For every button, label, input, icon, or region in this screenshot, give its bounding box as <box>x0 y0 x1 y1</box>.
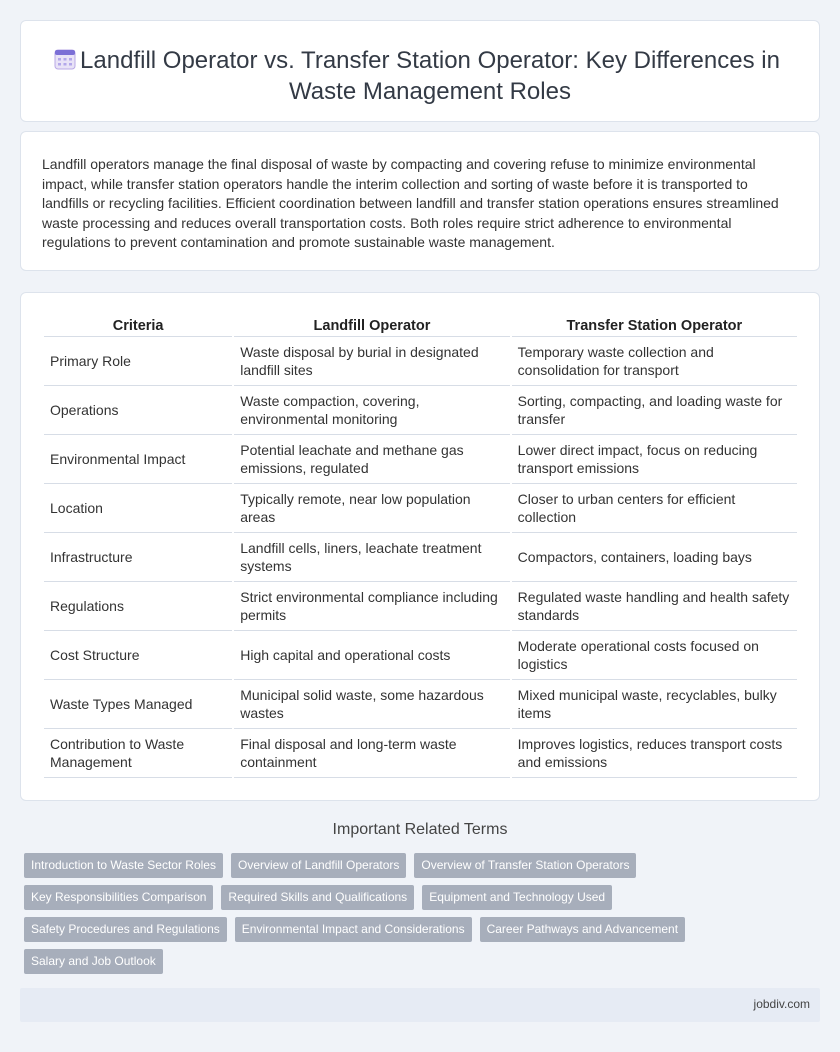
table-row <box>44 435 797 484</box>
row-landfill: Waste disposal by burial in designated landfill sites <box>234 337 509 386</box>
table-row <box>44 533 797 582</box>
row-transfer: Regulated waste handling and health safety standards <box>512 582 797 631</box>
related-terms-list <box>24 853 724 974</box>
row-criteria: Cost Structure <box>44 631 232 680</box>
table-row <box>44 386 797 435</box>
row-transfer: Lower direct impact, focus on reducing transport emissions <box>512 435 797 484</box>
table-row <box>44 680 797 729</box>
row-transfer: Temporary waste collection and consolidation for transport <box>512 337 797 386</box>
row-criteria: Waste Types Managed <box>44 680 232 729</box>
table-row <box>44 484 797 533</box>
row-criteria: Environmental Impact <box>44 435 232 484</box>
row-criteria: Operations <box>44 386 232 435</box>
table-header-row <box>44 315 797 337</box>
row-landfill: Landfill cells, liners, leachate treatment systems <box>234 533 509 582</box>
intro-paragraph: Landfill operators manage the final disposal of waste by compacting and covering refuse to minimize environmental impact, while transfer station operators handle the interim collection and sorting of waste before it is transported to landfills or recycling facilities. Efficient coordination between landfill and transfer station operations ensures streamlined waste processing and reduces overall transportation costs. Both roles require strict adherence to environmental regulations to prevent contamination and promote sustainable waste management. <box>42 156 779 251</box>
related-term-tag[interactable]: Equipment and Technology Used <box>422 885 612 910</box>
row-landfill: High capital and operational costs <box>234 631 509 680</box>
row-transfer: Mixed municipal waste, recyclables, bulky items <box>512 680 797 729</box>
row-criteria: Infrastructure <box>44 533 232 582</box>
related-terms-title: Important Related Terms <box>332 821 508 838</box>
related-term-tag[interactable]: Environmental Impact and Considerations <box>235 917 472 942</box>
row-landfill: Strict environmental compliance including permits <box>234 582 509 631</box>
page-title: Landfill Operator vs. Transfer Station Operator: Key Differences in Waste Management Roles <box>80 47 780 105</box>
row-landfill: Waste compaction, covering, environmental monitoring <box>234 386 509 435</box>
row-landfill: Municipal solid waste, some hazardous wastes <box>234 680 509 729</box>
intro-card <box>20 131 820 271</box>
row-landfill: Potential leachate and methane gas emissions, regulated <box>234 435 509 484</box>
footer-site-link[interactable]: jobdiv.com <box>753 997 810 1011</box>
row-landfill: Typically remote, near low population areas <box>234 484 509 533</box>
header-card <box>20 20 820 122</box>
row-criteria: Primary Role <box>44 337 232 386</box>
footer <box>20 988 820 1022</box>
row-transfer: Sorting, compacting, and loading waste for transfer <box>512 386 797 435</box>
header-landfill-operator: Landfill Operator <box>234 315 509 337</box>
related-term-tag[interactable]: Safety Procedures and Regulations <box>24 917 227 942</box>
row-landfill: Final disposal and long-term waste containment <box>234 729 509 778</box>
row-transfer: Moderate operational costs focused on logistics <box>512 631 797 680</box>
table-row <box>44 582 797 631</box>
related-term-tag[interactable]: Overview of Landfill Operators <box>231 853 406 878</box>
table-row <box>44 337 797 386</box>
header-transfer-station-operator: Transfer Station Operator <box>512 315 797 337</box>
related-term-tag[interactable]: Key Responsibilities Comparison <box>24 885 213 910</box>
row-criteria: Location <box>44 484 232 533</box>
row-criteria: Contribution to Waste Management <box>44 729 232 778</box>
row-transfer: Compactors, containers, loading bays <box>512 533 797 582</box>
row-transfer: Closer to urban centers for efficient collection <box>512 484 797 533</box>
comparison-card <box>20 292 820 801</box>
related-term-tag[interactable]: Overview of Transfer Station Operators <box>414 853 636 878</box>
table-row <box>44 729 797 778</box>
related-term-tag[interactable]: Salary and Job Outlook <box>24 949 163 974</box>
related-term-tag[interactable]: Required Skills and Qualifications <box>221 885 414 910</box>
related-term-tag[interactable]: Introduction to Waste Sector Roles <box>24 853 223 878</box>
row-transfer: Improves logistics, reduces transport costs and emissions <box>512 729 797 778</box>
related-term-tag[interactable]: Career Pathways and Advancement <box>480 917 685 942</box>
header-criteria: Criteria <box>44 315 232 337</box>
row-criteria: Regulations <box>44 582 232 631</box>
comparison-table <box>42 315 799 778</box>
table-row <box>44 631 797 680</box>
